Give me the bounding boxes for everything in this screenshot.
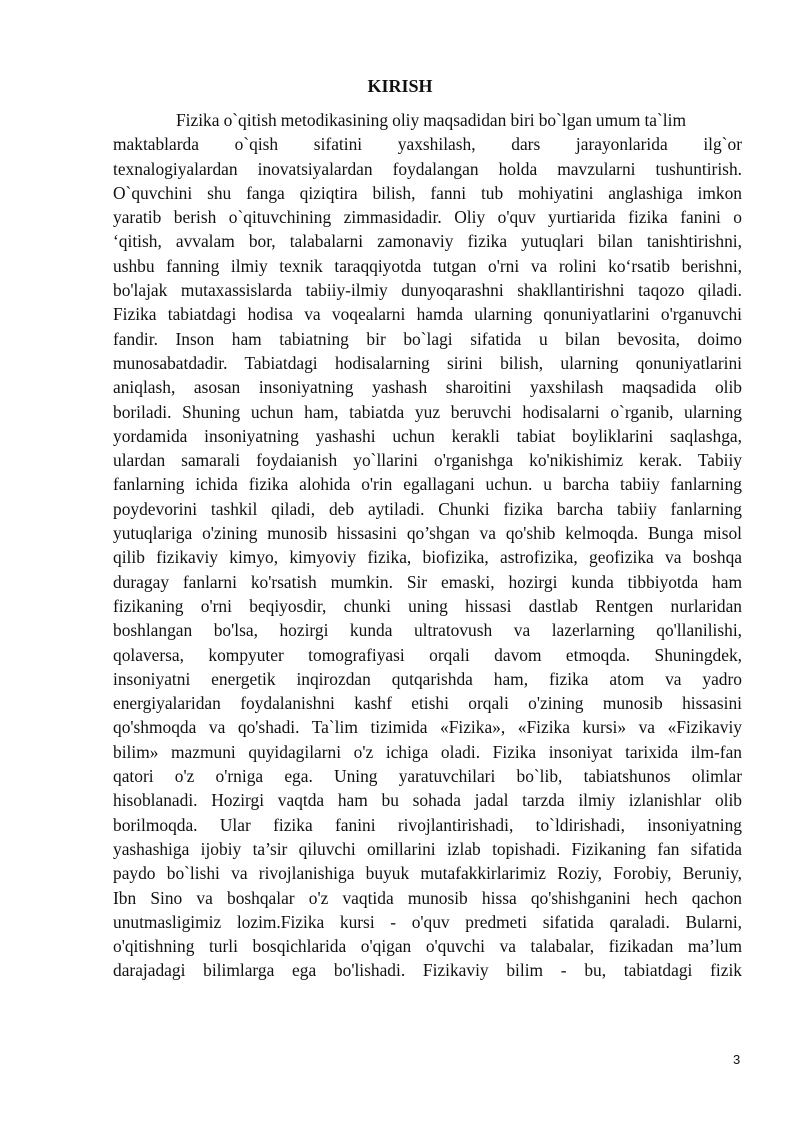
text-line: munosabatdadir. Tabiatdagi hodisalarning sirini bilish, ularning qonuniyatlarini — [113, 352, 742, 373]
text-line: yutuqlariga o'zining munosib hissasini qo’shgan va qo'shib kelmoqda. Bunga misol — [113, 523, 742, 544]
text-line: ‘qitish, avvalam bor, talabalarni zamonaviy fizika yutuqlari bilan tanishtirishni, — [113, 231, 742, 252]
text-line: qilib fizikaviy kimyo, kimyoviy fizika, biofizika, astrofizika, geofizika va boshqa — [113, 547, 742, 568]
text-line: poydevorini tashkil qiladi, deb aytiladi. Chunki fizika barcha tabiiy fanlarning — [113, 498, 742, 519]
text-line: aniqlash, asosan insoniyatning yashash sharoitini yaxshilash maqsadida olib — [113, 377, 742, 398]
text-line: fandir. Inson ham tabiatning bir bo`lagi sifatida u bilan bevosita, doimo — [113, 328, 742, 349]
text-line: fanlarning ichida fizika alohida o'rin egallagani uchun. u barcha tabiiy fanlarning — [113, 474, 742, 495]
text-line: paydo bo`lishi va rivojlanishiga buyuk mutafakkirlarimiz Roziy, Forobiy, Beruniy, — [113, 863, 742, 884]
text-line: yordamida insoniyatning yashashi uchun kerakli tabiat boyliklarini saqlashga, — [113, 425, 742, 446]
text-line: qo'shmoqda va qo'shadi. Ta`lim tizimida «Fizika», «Fizika kursi» va «Fizikaviy — [113, 717, 742, 738]
text-line: texnalogiyalardan inovatsiyalardan foydalangan holda mavzularni tushuntirish. — [113, 158, 742, 179]
text-line: qolaversa, kompyuter tomografiyasi orqali davom etmoqda. Shuningdek, — [113, 644, 742, 665]
text-line: duragay fanlarni ko'rsatish mumkin. Sir emaski, hozirgi kunda tibbiyotda ham — [113, 571, 742, 592]
text-line: boshlangan bo'lsa, hozirgi kunda ultratovush va lazerlarning qo'llanilishi, — [113, 620, 742, 641]
text-line: yaratib berish o`qituvchining zimmasidadir. Oliy o'quv yurtiarida fizika fanini o — [113, 207, 742, 228]
text-line: Fizika o`qitish metodikasining oliy maqsadidan biri bo`lgan umum ta`lim — [176, 110, 686, 130]
text-line — [113, 983, 742, 1007]
text-line: bo'lajak mutaxassislarda tabiiy-ilmiy dunyoqarashni shakllantirishni taqozo qiladi. — [113, 280, 742, 301]
text-line: boriladi. Shuning uchun ham, tabiatda yuz beruvchi hodisalarni o`rganib, ularning — [113, 401, 742, 422]
text-line: o'qitishning turli bosqichlarida o'qigan o'quvchi va talabalar, fizikadan ma’lum — [113, 936, 742, 957]
text-line: ulardan samarali foydaianish yo`llarini o'rganishga ko'nikishimiz kerak. Tabiiy — [113, 450, 742, 471]
text-line: hisoblanadi. Hozirgi vaqtda ham bu sohada jadal tarzda ilmiy izlanishlar olib — [113, 790, 742, 811]
text-line: yashashiga ijobiy ta’sir qiluvchi omillarini izlab topishadi. Fizikaning fan sifatida — [113, 838, 742, 859]
text-line: Ibn Sino va boshqalar o'z vaqtida munosib hissa qo'shishganini hech qachon — [113, 887, 742, 908]
text-line: unutmasligimiz lozim.Fizika kursi - o'quv predmeti sifatida qaraladi. Bularni, — [113, 911, 742, 932]
text-line: ushbu fanning ilmiy texnik taraqqiyotda tutgan o'rni va rolini ko‘rsatib berishni, — [113, 255, 742, 276]
page-heading: KIRISH — [367, 76, 433, 96]
text-line: Fizika tabiatdagi hodisa va voqealarni hamda ularning qonuniyatlarini o'rganuvchi — [113, 304, 742, 325]
page-number: 3 — [733, 1052, 741, 1067]
text-line: qatori o'z o'rniga ega. Uning yaratuvchilari bo`lib, tabiatshunos olimlar — [113, 766, 742, 787]
text-line: borilmoqda. Ular fizika fanini rivojlantirishadi, to`ldirishadi, insoniyatning — [113, 814, 742, 835]
text-line: insoniyatni energetik inqirozdan qutqarishda ham, fizika atom va yadro — [113, 668, 742, 689]
text-line: energiyalaridan foydalanishni kashf etishi orqali o'zining munosib hissasini — [113, 693, 742, 714]
text-line: maktablarda o`qish sifatini yaxshilash, dars jarayonlarida ilg`or — [113, 134, 742, 155]
text-line: darajadagi bilimlarga ega bo'lishadi. Fizikaviy bilim - bu, tabiatdagi fizik — [113, 960, 742, 981]
text-line: fizikaning o'rni beqiyosdir, chunki uning hissasi dastlab Rentgen nurlaridan — [113, 595, 742, 616]
text-line: bilim» mazmuni quyidagilarni o'z ichiga oladi. Fizika insoniyat tarixida ilm-fan — [113, 741, 742, 762]
body-paragraph — [113, 108, 742, 1007]
text-line: O`quvchini shu fanga qiziqtira bilish, fanni tub mohiyatini anglashiga imkon — [113, 182, 742, 203]
